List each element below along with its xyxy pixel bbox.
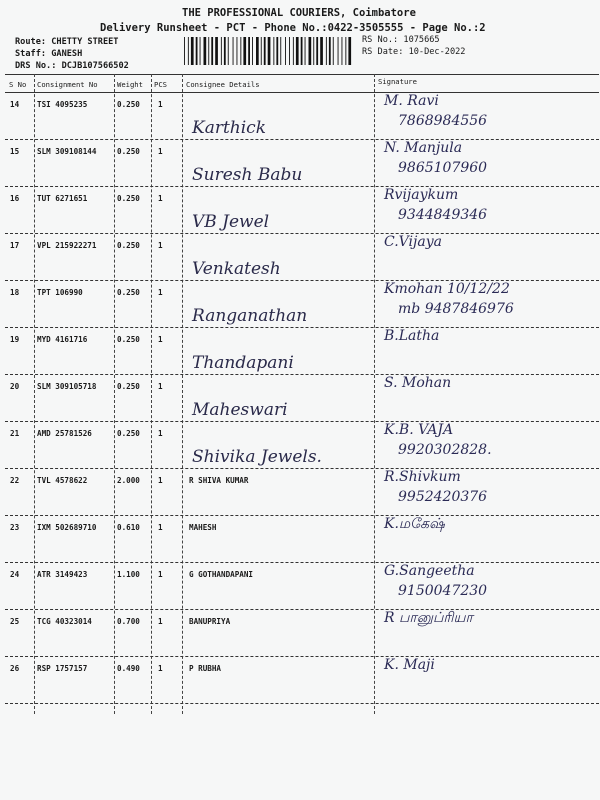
row-sno: 17 xyxy=(10,241,20,250)
row-weight: 0.250 xyxy=(117,382,140,391)
rs-date: RS Date: 10-Dec-2022 xyxy=(362,47,466,57)
row-signature: R.Shivkum xyxy=(384,469,461,485)
row-divider xyxy=(5,139,599,140)
row-signature: K.B. VAJA xyxy=(384,422,454,438)
row-signature-phone: 9865107960 xyxy=(398,160,488,176)
staff-label: Staff: GANESH xyxy=(15,49,83,59)
row-weight: 0.250 xyxy=(117,429,140,438)
row-signature: K.மகேஷ் xyxy=(384,516,445,532)
row-signature: N. Manjula xyxy=(384,140,463,156)
row-sno: 21 xyxy=(10,429,20,438)
row-signature: Kmohan 10/12/22 xyxy=(384,281,510,297)
row-divider xyxy=(5,233,599,234)
row-handwritten-name: Thandapani xyxy=(192,353,294,373)
row-pcs: 1 xyxy=(158,523,163,532)
route-label: Route: CHETTY STREET xyxy=(15,37,119,47)
route-staff-block xyxy=(15,36,129,72)
barcode xyxy=(183,37,354,65)
row-sno: 25 xyxy=(10,617,20,626)
row-signature-phone: 9150047230 xyxy=(398,583,488,599)
row-weight: 0.250 xyxy=(117,194,140,203)
row-pcs: 1 xyxy=(158,382,163,391)
row-consignment-no: AMD 25781526 xyxy=(37,429,92,438)
row-sno: 16 xyxy=(10,194,20,203)
row-handwritten-name: Maheswari xyxy=(192,400,288,420)
row-sno: 14 xyxy=(10,100,20,109)
row-consignee: R SHIVA KUMAR xyxy=(189,476,249,485)
row-sno: 15 xyxy=(10,147,20,156)
row-sno: 18 xyxy=(10,288,20,297)
column-header-pcs: PCS xyxy=(154,80,167,89)
row-consignment-no: SLM 309108144 xyxy=(37,147,97,156)
row-signature: G.Sangeetha xyxy=(384,563,475,579)
row-sno: 24 xyxy=(10,570,20,579)
row-pcs: 1 xyxy=(158,429,163,438)
row-handwritten-name: Ranganathan xyxy=(192,306,308,326)
row-signature: B.Latha xyxy=(384,328,440,344)
row-consignment-no: TVL 4578622 xyxy=(37,476,88,485)
row-pcs: 1 xyxy=(158,147,163,156)
runsheet-subtitle: Delivery Runsheet - PCT - Phone No.:0422-3505555 - Page No.:2 xyxy=(100,22,486,34)
row-signature: C.Vijaya xyxy=(384,234,442,250)
column-divider xyxy=(182,74,183,714)
rs-number: RS No.: 1075665 xyxy=(362,35,440,45)
row-divider xyxy=(5,374,599,375)
row-signature: K. Maji xyxy=(384,657,435,673)
row-signature-phone: 9920302828. xyxy=(398,442,492,458)
row-pcs: 1 xyxy=(158,100,163,109)
row-pcs: 1 xyxy=(158,476,163,485)
column-divider xyxy=(151,74,152,714)
row-consignment-no: TCG 40323014 xyxy=(37,617,92,626)
column-header-consignee: Consignee Details xyxy=(186,80,260,89)
row-handwritten-name: Venkatesh xyxy=(192,259,281,279)
row-weight: 0.700 xyxy=(117,617,140,626)
row-signature-phone: mb 9487846976 xyxy=(398,301,514,317)
row-divider xyxy=(5,468,599,469)
row-pcs: 1 xyxy=(158,335,163,344)
row-sno: 20 xyxy=(10,382,20,391)
row-divider xyxy=(5,421,599,422)
row-sno: 26 xyxy=(10,664,20,673)
table-top-rule xyxy=(5,74,599,75)
column-header-consignment: Consignment No xyxy=(37,80,98,89)
row-sno: 22 xyxy=(10,476,20,485)
column-header-signature: Signature xyxy=(378,77,417,86)
row-weight: 0.250 xyxy=(117,147,140,156)
row-divider xyxy=(5,327,599,328)
row-consignment-no: TUT 6271651 xyxy=(37,194,88,203)
row-signature: R பானுப்ரியா xyxy=(384,610,473,626)
row-divider xyxy=(5,562,599,563)
row-weight: 0.250 xyxy=(117,100,140,109)
row-weight: 0.610 xyxy=(117,523,140,532)
row-consignee: G GOTHANDAPANI xyxy=(189,570,254,579)
rs-info-block xyxy=(362,34,465,58)
row-consignment-no: TSI 4095235 xyxy=(37,100,88,109)
row-weight: 0.250 xyxy=(117,288,140,297)
row-weight: 0.490 xyxy=(117,664,140,673)
row-consignment-no: SLM 309105718 xyxy=(37,382,97,391)
row-divider xyxy=(5,703,599,704)
row-handwritten-name: Shivika Jewels. xyxy=(192,447,322,467)
row-signature: Rvijaykum xyxy=(384,187,459,203)
row-pcs: 1 xyxy=(158,570,163,579)
row-signature-phone: 7868984556 xyxy=(398,113,488,129)
row-handwritten-name: VB Jewel xyxy=(192,212,270,232)
row-weight: 0.250 xyxy=(117,335,140,344)
drs-label: DRS No.: DCJB107566502 xyxy=(15,61,129,71)
row-consignment-no: VPL 215922271 xyxy=(37,241,97,250)
column-divider xyxy=(374,74,375,714)
row-handwritten-name: Karthick xyxy=(192,118,267,138)
row-consignment-no: ATR 3149423 xyxy=(37,570,88,579)
row-weight: 2.000 xyxy=(117,476,140,485)
row-pcs: 1 xyxy=(158,194,163,203)
row-consignee: MAHESH xyxy=(189,523,217,532)
row-pcs: 1 xyxy=(158,664,163,673)
row-consignment-no: RSP 1757157 xyxy=(37,664,88,673)
row-weight: 0.250 xyxy=(117,241,140,250)
row-signature: S. Mohan xyxy=(384,375,452,391)
row-sno: 23 xyxy=(10,523,20,532)
row-consignment-no: MYD 4161716 xyxy=(37,335,88,344)
column-header-weight: Weight xyxy=(117,80,143,89)
row-signature: M. Ravi xyxy=(384,93,439,109)
row-pcs: 1 xyxy=(158,241,163,250)
column-divider xyxy=(114,74,115,714)
row-pcs: 1 xyxy=(158,617,163,626)
column-divider xyxy=(34,74,35,714)
row-pcs: 1 xyxy=(158,288,163,297)
row-weight: 1.100 xyxy=(117,570,140,579)
header-bottom-rule xyxy=(5,92,599,93)
row-divider xyxy=(5,186,599,187)
row-signature-phone: 9952420376 xyxy=(398,489,488,505)
row-divider xyxy=(5,515,599,516)
row-consignee: BANUPRIYA xyxy=(189,617,231,626)
row-signature-phone: 9344849346 xyxy=(398,207,488,223)
company-title: THE PROFESSIONAL COURIERS, Coimbatore xyxy=(182,7,416,19)
row-consignee: P RUBHA xyxy=(189,664,222,673)
row-sno: 19 xyxy=(10,335,20,344)
row-divider xyxy=(5,656,599,657)
row-divider xyxy=(5,609,599,610)
row-handwritten-name: Suresh Babu xyxy=(192,165,303,185)
column-header-sno: S No xyxy=(9,80,27,89)
row-consignment-no: IXM 502689710 xyxy=(37,523,97,532)
row-consignment-no: TPT 106990 xyxy=(37,288,83,297)
